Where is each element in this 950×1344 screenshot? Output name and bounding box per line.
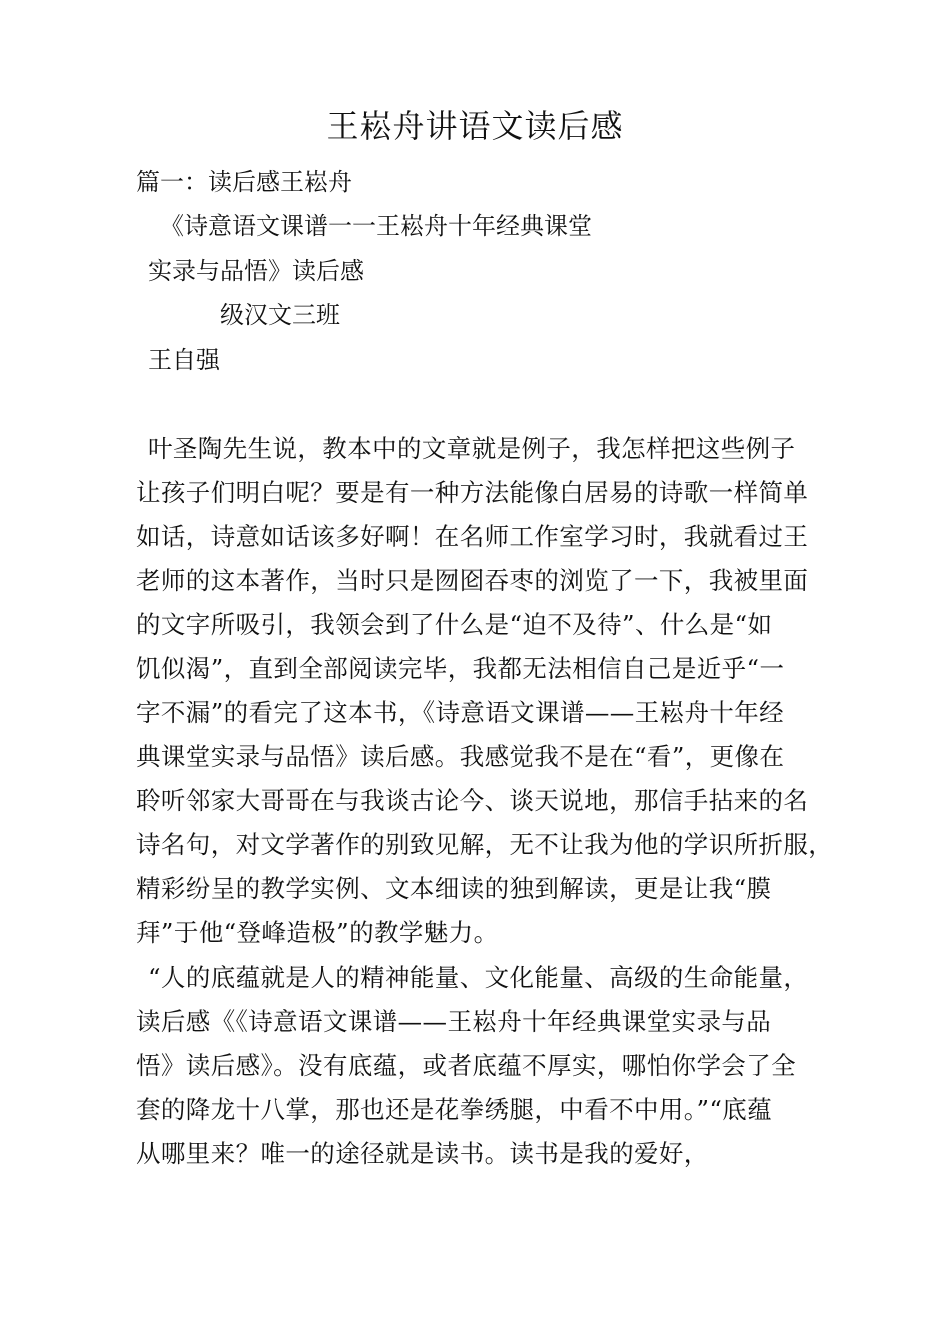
body-line: 拜”于他“登峰造极”的教学魅力。 [136,918,499,947]
body-line: 悟》读后感》。没有底蕴，或者底蕴不厚实，哪怕你学会了全 [136,1051,797,1080]
body-line: 饥似渴”，直到全部阅读完毕，我都无法相信自己是近乎“一 [136,654,785,683]
body-line: “人的底蕴就是人的精神能量、文化能量、高级的生命能量， [148,963,809,992]
body-line: 字不漏”的看完了这本书，《诗意语文课谱——王崧舟十年经 [136,698,785,727]
body-line: 套的降龙十八掌，那也还是花拳绣腿，中看不中用。”“底蕴 [136,1095,773,1124]
body-line: 让孩子们明白呢？要是有一种方法能像白居易的诗歌一样简单 [136,478,809,507]
author-name: 王自强 [148,346,220,374]
book-title-line-2: 实录与品悟》读后感 [148,257,364,285]
body-line: 从哪里来？唯一的途径就是读书。读书是我的爱好， [136,1139,709,1168]
body-line: 精彩纷呈的教学实例、文本细读的独到解读，更是让我“膜 [136,874,772,903]
section-heading: 篇一：读后感王崧舟 [136,168,352,196]
body-line: 聆听邻家大哥哥在与我谈古论今、谈天说地，那信手拈来的名 [136,786,809,815]
body-line: 读后感《《诗意语文课谱——王崧舟十年经典课堂实录与品 [136,1007,772,1036]
book-title-line-1: 《诗意语文课谱一一王崧舟十年经典课堂 [160,212,592,240]
body-line: 典课堂实录与品悟》读后感。我感觉我不是在“看”，更像在 [136,742,785,771]
document-title: 王崧舟讲语文读后感 [326,107,624,145]
class-name: 级汉文三班 [220,301,340,329]
body-line: 诗名句，对文学著作的别致见解，无不让我为他的学识所折服， [136,830,834,859]
body-line: 老师的这本著作，当时只是囫囵吞枣的浏览了一下，我被里面 [136,566,809,595]
body-line: 如话，诗意如话该多好啊！在名师工作室学习时，我就看过王 [136,522,809,551]
body-line: 叶圣陶先生说，教本中的文章就是例子，我怎样把这些例子 [148,434,796,463]
body-line: 的文字所吸引，我领会到了什么是“迫不及待”、什么是“如 [136,610,773,639]
